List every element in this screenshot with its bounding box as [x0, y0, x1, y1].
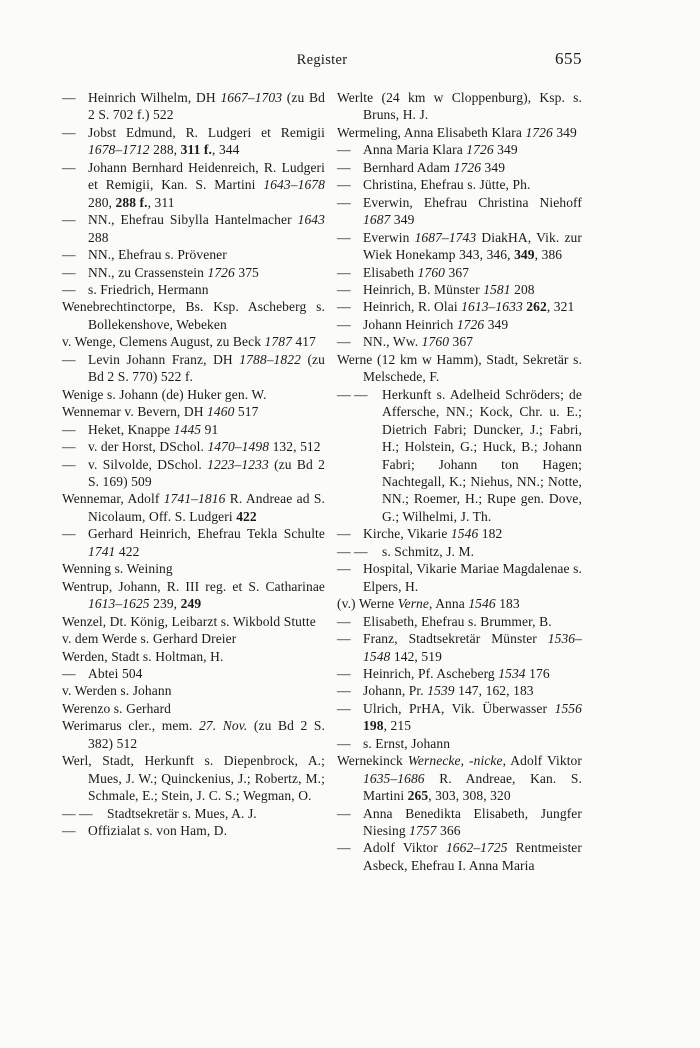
entry-text: v. Wenge, Clemens August, zu Beck [62, 334, 265, 350]
index-entry [337, 613, 582, 630]
entry-text: Wenzel, Dt. König, Leibarzt s. Wikbold Stutte [62, 613, 316, 629]
entry-text: NN., zu Crassenstein [88, 264, 208, 280]
entry-italic-text: 1546 [468, 596, 496, 612]
page-body [62, 49, 582, 873]
entry-italic-text: 1757 [409, 823, 437, 839]
entry-text: Johann, Pr. [363, 683, 428, 699]
index-entry [62, 822, 325, 839]
entry-dash-marker: — [62, 247, 76, 263]
index-entry [62, 578, 325, 613]
entry-dash-marker: — [337, 194, 351, 210]
entry-text: s. Friedrich, Hermann [88, 281, 209, 297]
entry-text: Christina, Ehefrau s. Jütte, Ph. [363, 177, 531, 193]
entry-text: NN., Ww. [363, 334, 422, 350]
entry-text: v. Silvolde, DSchol. [88, 456, 208, 472]
entry-text: 375 [234, 264, 259, 280]
entry-dash-marker: — [337, 840, 351, 856]
index-entry [337, 752, 582, 804]
entry-dash-marker: — [62, 159, 76, 175]
entry-dash-marker: — [337, 334, 351, 350]
entry-italic-text: 1687 [363, 212, 391, 228]
entry-text: 91 [201, 421, 219, 437]
entry-bold-page-ref: 422 [236, 508, 257, 524]
entry-dash-marker: — [62, 439, 76, 455]
entry-text: Herkunft s. Adelheid Schröders; de Affersche, NN.; Kock, Chr. u. E.; Dietrich Fabri; Duncker, J.; Fabri, H.; Holstein, G.; Huck, B.; Johann Fabri; Johann ton Hagen; Nachtegall, K.; Niehus, NN.; Notte, NN.; Roemer, H.; Rupe gen. Dove, G.; Wilhelmi, J. Th. [382, 386, 582, 524]
entry-dash-marker: — [62, 264, 76, 280]
entry-dash-marker: — [337, 526, 351, 542]
entry-text: Bernhard Adam [363, 159, 454, 175]
entry-text: 182 [478, 526, 503, 542]
index-entry [62, 124, 325, 159]
index-column-right [337, 89, 582, 874]
entry-text: 280, [88, 194, 116, 210]
index-entry [337, 298, 582, 315]
entry-dash-marker: — [337, 281, 351, 297]
entry-bold-page-ref: 262 [526, 299, 547, 315]
entry-text: Gerhard Heinrich, Ehefrau Tekla Schulte [88, 526, 325, 542]
entry-text: Wermeling, Anna Elisabeth Klara [337, 124, 526, 140]
entry-text: 147, 162, 183 [454, 683, 534, 699]
entry-italic-text: 1662–1725 [445, 840, 508, 856]
entry-italic-text: 1760 [417, 264, 446, 280]
entry-text: (zu Bd 2 S. 702 f.) 522 [88, 90, 325, 123]
entry-text: 367 [445, 264, 470, 280]
entry-text: Levin Johann Franz, DH [88, 351, 240, 367]
entry-italic-text: Verne [397, 596, 429, 612]
entry-text: DiakHA, Vik. zur Wiek Honekamp 343, 346, [363, 229, 582, 263]
index-entry [62, 403, 325, 420]
entry-dash-marker: — [337, 805, 351, 821]
entry-dash-marker: — [337, 700, 351, 716]
index-entry [337, 264, 582, 281]
entry-text: Abtei 504 [88, 665, 143, 681]
entry-text: , 321 [546, 299, 575, 315]
index-entry [337, 700, 582, 735]
entry-text: 132, 512 [269, 439, 321, 455]
entry-text: Werden, Stadt s. Holtman, H. [62, 648, 224, 664]
entry-text: , 344 [212, 142, 240, 158]
entry-italic-text: 27. Nov. [199, 718, 248, 734]
entry-text: , 311 [147, 194, 175, 210]
entry-dash-marker: — [354, 543, 368, 559]
entry-text: NN., Ehefrau Sibylla Hantelmacher [88, 212, 298, 228]
entry-italic-text: 1539 [427, 683, 455, 699]
index-entry [337, 176, 582, 193]
index-entry [337, 159, 582, 176]
entry-dash-marker: — [62, 421, 76, 437]
entry-text: 208 [510, 281, 535, 297]
entry-dash-marker: — [62, 823, 76, 839]
entry-italic-text: 1726 [456, 316, 485, 332]
entry-text: Johann Heinrich [363, 316, 457, 332]
entry-text: 142, 519 [390, 648, 442, 664]
index-entry [337, 665, 582, 682]
entry-text: Franz, Stadtsekretär Münster [363, 631, 548, 647]
entry-text: 183 [495, 596, 520, 612]
entry-dash-marker: — [337, 264, 351, 280]
index-entry [62, 246, 325, 263]
entry-text: Heket, Knappe [88, 421, 174, 437]
index-entry [337, 124, 582, 141]
entry-text: (zu Bd 2 S. 382) 512 [88, 718, 326, 751]
index-entry [62, 717, 325, 752]
entry-text: s. Ernst, Johann [363, 735, 451, 751]
index-entry [337, 229, 582, 264]
entry-text: Wenning s. Weining [62, 561, 173, 577]
entry-text: Rentmeister Asbeck, Ehefrau I. Anna Maria [363, 840, 582, 873]
entry-text: 288, [149, 142, 181, 158]
entry-text: Offizialat s. von Ham, D. [88, 823, 228, 839]
entry-italic-text: 1556 [554, 700, 582, 716]
entry-dash-marker: — [337, 386, 351, 402]
page-number: 655 [555, 49, 582, 68]
index-entry [337, 89, 582, 124]
entry-italic-text: 1726 [466, 142, 494, 158]
entry-text: (zu Bd 2 S. 169) 509 [88, 456, 325, 489]
index-entry [62, 525, 325, 560]
index-entry [337, 595, 582, 612]
entry-text: Ulrich, PrHA, Vik. Überwasser [363, 700, 555, 716]
index-entry [62, 281, 325, 298]
entry-text: v. dem Werde s. Gerhard Dreier [62, 631, 237, 647]
entry-text: 349 [493, 142, 518, 158]
entry-text: , 215 [383, 718, 412, 734]
entry-italic-text: 1741 [88, 543, 116, 559]
entry-dash-marker: — [62, 665, 76, 681]
entry-text: Elisabeth [363, 264, 418, 280]
entry-text: Heinrich, B. Münster [363, 281, 484, 297]
entry-text: Hospital, Vikarie Mariae Magdalenae s. Elpers, H. [363, 561, 582, 594]
entry-italic-text: 1470–1498 [207, 439, 270, 455]
entry-text: Werimarus cler., mem. [62, 718, 200, 734]
index-entry [62, 159, 325, 211]
index-entry [62, 421, 325, 438]
index-entry [62, 665, 325, 682]
entry-dash-marker: — [62, 456, 76, 472]
running-title: Register [296, 52, 348, 68]
entry-dash-marker: — [62, 805, 76, 821]
entry-italic-text: 1643–1678 [263, 177, 325, 193]
entry-dash-marker: — [337, 735, 351, 751]
entry-bold-page-ref: 198 [363, 718, 384, 734]
index-entry [337, 386, 582, 526]
index-entry [62, 613, 325, 630]
entry-text: , Adolf Viktor [502, 753, 582, 769]
entry-text: 349 [484, 316, 509, 332]
entry-dash-marker: — [337, 613, 351, 629]
index-entry [62, 700, 325, 717]
index-entry [62, 333, 325, 350]
entry-dash-marker: — [337, 177, 351, 193]
page-header [62, 49, 582, 74]
entry-text: Anna Benedikta Elisabeth, Jungfer Niesing [363, 805, 582, 839]
entry-dash-marker: — [62, 281, 76, 297]
entry-italic-text: 1687–1743 [414, 229, 477, 245]
index-entry [337, 682, 582, 699]
index-entry [337, 281, 582, 298]
entry-text: Adolf Viktor [363, 840, 446, 856]
index-entry [62, 805, 325, 822]
entry-text: 417 [291, 334, 316, 350]
entry-text: 422 [115, 543, 140, 559]
index-entry [62, 438, 325, 455]
index-entry [337, 543, 582, 560]
entry-text: 366 [436, 823, 461, 839]
entry-text: Werlte (24 km w Cloppenburg), Ksp. s. Bruns, H. J. [337, 90, 582, 123]
entry-italic-text: 1460 [207, 404, 235, 420]
entry-dash-marker: — [79, 805, 93, 821]
entry-text: 239, [149, 596, 181, 612]
entry-text: R. Andreae, Kan. S. Martini [363, 770, 582, 804]
entry-bold-page-ref: 265 [407, 788, 429, 804]
entry-text: Wentrup, Johann, R. III reg. et S. Catharinae [62, 578, 325, 594]
entry-italic-text: 1581 [483, 281, 511, 297]
entry-text: Heinrich, R. Olai [363, 299, 462, 315]
index-entry [337, 630, 582, 665]
index-entry [337, 333, 582, 350]
entry-dash-marker: — [337, 229, 351, 245]
entry-text: Heinrich Wilhelm, DH [88, 90, 221, 105]
entry-text: NN., Ehefrau s. Prövener [88, 247, 227, 263]
index-entry [62, 298, 325, 333]
entry-text: , 303, 308, 320 [428, 788, 511, 804]
entry-bold-page-ref: 249 [180, 596, 202, 612]
entry-dash-marker: — [337, 561, 351, 577]
entry-italic-text: 1534 [498, 665, 526, 681]
index-entry [62, 264, 325, 281]
entry-text: 176 [525, 665, 550, 681]
entry-dash-marker: — [354, 386, 368, 402]
entry-text: Wenige s. Johann (de) Huker gen. W. [62, 386, 267, 402]
entry-dash-marker: — [62, 526, 76, 542]
entry-dash-marker: — [337, 142, 351, 158]
index-entry [337, 141, 582, 158]
index-entry [62, 630, 325, 647]
index-entry [337, 839, 582, 874]
index-entry [337, 805, 582, 840]
entry-italic-text: 1536–1548 [363, 631, 582, 664]
index-entry [62, 560, 325, 577]
entry-dash-marker: — [337, 683, 351, 699]
entry-text: Stadtsekretär s. Mues, A. J. [107, 805, 257, 821]
entry-text: 349 [552, 124, 577, 140]
entry-text: R. Andreae ad S. Nicolaum, Off. S. Ludgeri [88, 491, 325, 524]
entry-dash-marker: — [337, 665, 351, 681]
entry-dash-marker: — [337, 159, 351, 175]
entry-italic-text: 1643 [297, 212, 325, 228]
entry-text: v. Werden s. Johann [62, 683, 172, 699]
entry-italic-text: 1726 [453, 159, 482, 175]
entry-text: Wenebrechtinctorpe, Bs. Ksp. Ascheberg s. Bollekenshove, Webeken [62, 299, 325, 332]
index-entry [62, 456, 325, 491]
entry-text: 349 [390, 212, 415, 228]
entry-text: 517 [234, 404, 259, 420]
entry-text: Johann Bernhard Heidenreich, R. Ludgeri et Remigii, Kan. S. Martini [88, 159, 325, 193]
entry-text: v. der Horst, DSchol. [88, 439, 208, 455]
entry-text: Wennemar, Adolf [62, 491, 164, 507]
entry-text: Werl, Stadt, Herkunft s. Diepenbrock, A.; Mues, J. W.; Quinckenius, J.; Robertz, M.; Schmale, E.; Stein, J. C. S.; Wegman, O. [62, 753, 325, 804]
entry-text: Werne (12 km w Hamm), Stadt, Sekretär s. Melschede, F. [337, 351, 582, 385]
index-entry [337, 735, 582, 752]
entry-text: , 386 [534, 247, 563, 263]
entry-text: , Anna [429, 596, 469, 612]
entry-text: Elisabeth, Ehefrau s. Brummer, B. [363, 613, 552, 629]
entry-italic-text: 1667–1703 [220, 90, 283, 105]
entry-text: Heinrich, Pf. Ascheberg [363, 665, 499, 681]
entry-italic-text: 1223–1233 [207, 456, 269, 472]
entry-italic-text: 1787 [264, 334, 292, 350]
entry-text: Anna Maria Klara [363, 142, 467, 158]
entry-text: Kirche, Vikarie [363, 526, 451, 542]
entry-text: (v.) Werne [337, 596, 398, 612]
index-column-left [62, 89, 325, 839]
entry-italic-text: 1613–1625 [88, 596, 150, 612]
entry-text: s. Schmitz, J. M. [382, 543, 475, 559]
index-entry [337, 351, 582, 386]
entry-text: Everwin [363, 229, 415, 245]
entry-italic-text: 1726 [207, 264, 235, 280]
entry-dash-marker: — [62, 124, 76, 140]
entry-text: 288 [88, 229, 109, 245]
entry-text: 367 [449, 334, 474, 350]
entry-bold-page-ref: 288 f. [115, 194, 148, 210]
index-entry [337, 316, 582, 333]
entry-dash-marker: — [337, 299, 351, 315]
entry-text: Everwin, Ehefrau Christina Niehoff [363, 194, 582, 210]
index-entry [62, 351, 325, 386]
entry-bold-page-ref: 349 [514, 247, 535, 263]
index-entry [62, 490, 325, 525]
entry-dash-marker: — [337, 316, 351, 332]
entry-italic-text: 1788–1822 [239, 351, 301, 367]
index-entry [62, 682, 325, 699]
entry-text: Werenzo s. Gerhard [62, 700, 172, 716]
entry-text: 349 [481, 159, 506, 175]
entry-italic-text: 1546 [450, 526, 479, 542]
entry-text: Jobst Edmund, R. Ludgeri et Remigii [88, 124, 325, 140]
entry-italic-text: 1613–1633 [461, 299, 523, 315]
index-entry [337, 194, 582, 229]
index-entry [62, 648, 325, 665]
index-entry [62, 211, 325, 246]
entry-italic-text: 1635–1686 [363, 770, 425, 786]
index-entry [62, 752, 325, 804]
entry-dash-marker: — [62, 90, 76, 105]
entry-dash-marker: — [62, 351, 76, 367]
entry-italic-text: 1678–1712 [88, 142, 150, 158]
entry-italic-text: Wernecke, -nicke [407, 753, 503, 769]
entry-dash-marker: — [62, 212, 76, 228]
entry-dash-marker: — [337, 631, 351, 647]
index-entry [337, 525, 582, 542]
entry-text: Wernekinck [337, 753, 408, 769]
index-entry [337, 560, 582, 595]
entry-italic-text: 1445 [173, 421, 202, 437]
entry-text: (zu Bd 2 S. 770) 522 f. [88, 351, 326, 385]
index-entry [62, 386, 325, 403]
entry-italic-text: 1741–1816 [163, 491, 226, 507]
entry-italic-text: 1760 [421, 334, 450, 350]
index-entry [62, 89, 325, 124]
entry-bold-page-ref: 311 f. [180, 142, 212, 158]
entry-text: Wennemar v. Bevern, DH [62, 404, 208, 420]
entry-italic-text: 1726 [525, 124, 553, 140]
entry-dash-marker: — [337, 543, 351, 559]
